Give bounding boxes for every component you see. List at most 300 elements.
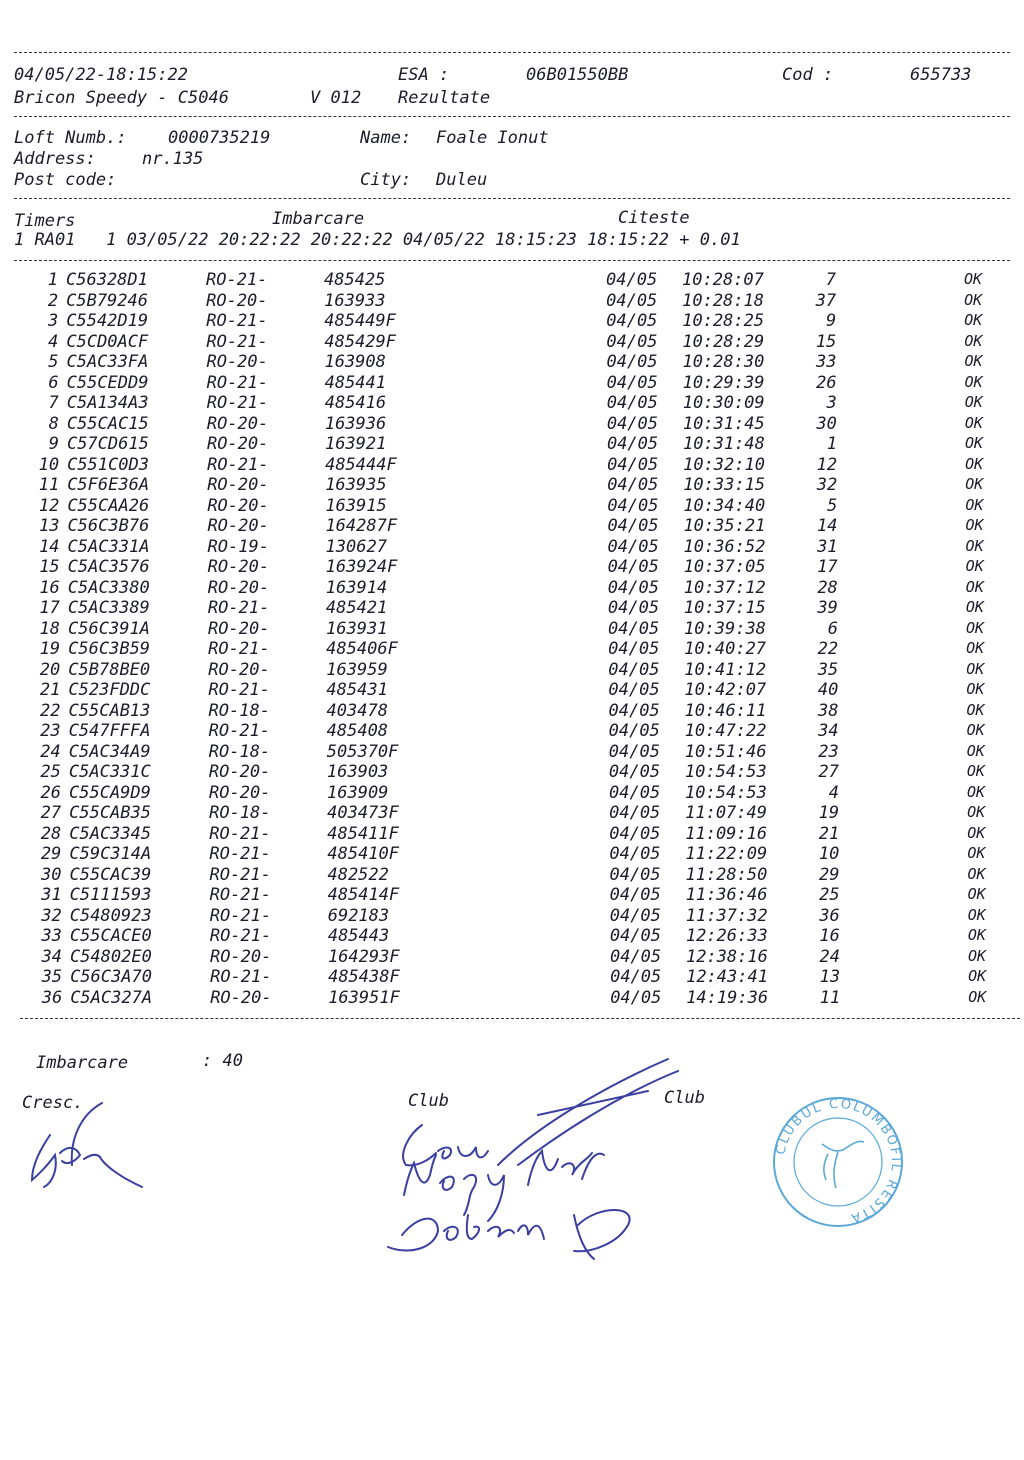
- chip-code: C5111593: [69, 885, 152, 905]
- ring-prefix: RO-20-: [206, 434, 269, 454]
- status: OK: [966, 639, 985, 657]
- status: OK: [967, 926, 986, 944]
- arrival-time: 11:36:46: [685, 885, 768, 905]
- row-number: 4: [48, 331, 59, 352]
- arrival-date: 04/05: [608, 741, 660, 762]
- ring-number: 485431: [326, 680, 388, 700]
- arrival-time: 10:31:45: [682, 413, 765, 434]
- position: 25: [819, 885, 840, 905]
- position: 38: [818, 700, 839, 721]
- arrival-date: 04/05: [606, 311, 658, 331]
- arrival-date: 04/05: [609, 782, 661, 803]
- position: 35: [817, 659, 839, 680]
- ring-prefix: RO-20-: [208, 618, 270, 639]
- postcode-label: Post code:: [14, 170, 117, 190]
- position: 33: [815, 352, 837, 372]
- position: 39: [817, 598, 838, 618]
- ring-prefix: RO-21-: [208, 680, 270, 700]
- position: 13: [819, 967, 841, 987]
- row-number: 27: [40, 803, 62, 823]
- chip-code: C5AC33FA: [66, 352, 149, 372]
- arrival-time: 10:37:12: [683, 577, 766, 598]
- row-number: 32: [41, 905, 62, 926]
- arrival-time: 14:19:36: [686, 987, 769, 1008]
- ring-prefix: RO-21-: [206, 331, 268, 352]
- arrival-time: 10:28:29: [682, 331, 765, 352]
- arrival-time: 11:07:49: [685, 803, 767, 823]
- ring-prefix: RO-20-: [209, 946, 272, 967]
- arrival-date: 04/05: [609, 926, 662, 946]
- position: 21: [818, 823, 840, 844]
- divider: [14, 116, 1010, 117]
- chip-code: C56C3A70: [70, 967, 152, 987]
- chip-code: C523FDDC: [68, 680, 151, 700]
- arrival-date: 04/05: [609, 946, 662, 967]
- ring-number: 163933: [324, 290, 386, 311]
- status: OK: [967, 844, 986, 862]
- ring-prefix: RO-20-: [206, 413, 269, 434]
- arrival-time: 10:31:48: [682, 434, 765, 454]
- ring-number: 485444F: [325, 454, 397, 475]
- arrival-date: 04/05: [608, 762, 661, 782]
- status: OK: [964, 372, 983, 391]
- ring-number: 485441: [324, 372, 387, 393]
- chip-code: C55CACE0: [69, 926, 152, 946]
- arrival-date: 04/05: [607, 536, 659, 557]
- arrival-date: 04/05: [609, 905, 661, 926]
- position: 14: [816, 516, 838, 536]
- ring-number: 163915: [325, 495, 387, 516]
- ring-prefix: RO-20-: [206, 352, 268, 372]
- arrival-date: 04/05: [607, 598, 660, 618]
- position: 7: [825, 270, 836, 290]
- table-row: [0, 332, 1024, 352]
- arrival-date: 04/05: [606, 331, 658, 352]
- divider: [14, 52, 1010, 53]
- address-value: nr.135: [142, 149, 204, 169]
- arrival-time: 10:28:07: [682, 270, 764, 290]
- row-number: 3: [47, 311, 59, 331]
- row-number: 36: [41, 987, 63, 1008]
- status: OK: [965, 536, 984, 555]
- esa-label: ESA :: [398, 65, 450, 85]
- row-number: 13: [38, 516, 60, 536]
- row-number: 26: [40, 782, 61, 803]
- ring-prefix: RO-20-: [207, 495, 269, 516]
- arrival-date: 04/05: [608, 659, 660, 680]
- position: 31: [817, 536, 838, 557]
- status: OK: [967, 864, 986, 883]
- table-row: [0, 639, 1024, 659]
- arrival-time: 10:39:38: [684, 618, 766, 639]
- table-row: [0, 762, 1024, 782]
- arrival-time: 10:41:12: [684, 659, 767, 680]
- ring-prefix: RO-21-: [209, 844, 271, 864]
- position: 11: [819, 987, 841, 1008]
- ring-number: 485438F: [328, 967, 400, 987]
- status: OK: [968, 967, 987, 985]
- arrival-time: 10:28:25: [682, 311, 765, 331]
- arrival-date: 04/05: [608, 639, 660, 659]
- table-row: [0, 824, 1024, 844]
- row-number: 10: [38, 454, 60, 475]
- ring-number: 163903: [326, 762, 389, 782]
- status: OK: [967, 885, 986, 903]
- arrival-time: 10:37:15: [683, 598, 766, 618]
- table-row: [0, 660, 1024, 680]
- arrival-date: 04/05: [606, 372, 658, 393]
- race-name: Bricon Speedy - C5046: [14, 88, 229, 108]
- arrival-time: 10:46:11: [684, 700, 767, 721]
- divider: [20, 1018, 1020, 1019]
- ring-number: 485408: [326, 721, 389, 741]
- ring-prefix: RO-21-: [209, 885, 272, 905]
- row-number: 25: [40, 762, 61, 782]
- ring-number: 164293F: [327, 946, 400, 967]
- ring-number: 130627: [325, 536, 387, 557]
- chip-code: C547FFFA: [68, 721, 151, 741]
- arrival-time: 12:26:33: [685, 926, 768, 946]
- position: 1: [826, 434, 837, 454]
- status: OK: [966, 700, 985, 719]
- report-type: Rezultate: [398, 88, 491, 108]
- table-row: [0, 598, 1024, 618]
- row-number: 1: [47, 270, 58, 290]
- arrival-date: 04/05: [608, 680, 660, 700]
- arrival-date: 04/05: [608, 700, 660, 721]
- cod-value: 655733: [910, 65, 972, 85]
- club-signatures: [378, 1055, 698, 1265]
- arrival-time: 10:33:15: [683, 475, 766, 495]
- row-number: 12: [38, 495, 60, 516]
- status: OK: [965, 557, 984, 575]
- row-number: 2: [47, 290, 59, 311]
- chip-code: C55CAC39: [69, 864, 152, 885]
- arrival-date: 04/05: [606, 434, 659, 454]
- status: OK: [967, 803, 986, 821]
- chip-code: C5CD0ACF: [66, 331, 149, 352]
- position: 27: [818, 762, 839, 782]
- chip-code: C5AC331A: [67, 536, 150, 557]
- chip-code: C55CEDD9: [66, 372, 149, 393]
- ring-prefix: RO-21-: [209, 905, 272, 926]
- arrival-date: 04/05: [606, 393, 658, 413]
- ring-prefix: RO-18-: [208, 741, 271, 762]
- ring-prefix: RO-21-: [209, 864, 271, 885]
- status: OK: [966, 659, 985, 678]
- status: OK: [967, 905, 986, 924]
- ring-number: 485425: [324, 270, 386, 290]
- chip-code: C5B79246: [66, 290, 148, 311]
- chip-code: C551C0D3: [67, 454, 149, 475]
- position: 5: [827, 495, 838, 516]
- row-number: 5: [48, 352, 59, 372]
- status: OK: [964, 270, 983, 288]
- ring-prefix: RO-19-: [207, 536, 269, 557]
- arrival-date: 04/05: [608, 721, 660, 741]
- position: 36: [819, 905, 840, 926]
- row-number: 14: [39, 536, 60, 557]
- loft-label: Loft Numb.:: [14, 128, 127, 148]
- ring-prefix: RO-20-: [207, 516, 269, 536]
- position: 29: [818, 864, 840, 885]
- chip-code: C5AC3389: [67, 598, 150, 618]
- chip-code: C56328D1: [66, 270, 148, 290]
- name-label: Name:: [360, 128, 412, 148]
- status: OK: [966, 762, 985, 780]
- arrival-date: 04/05: [606, 270, 658, 290]
- ring-prefix: RO-21-: [209, 823, 271, 844]
- position: 30: [816, 413, 837, 434]
- ring-number: 163951F: [328, 987, 400, 1008]
- ring-number: 163924F: [325, 557, 398, 577]
- arrival-date: 04/05: [609, 823, 661, 844]
- ring-number: 403473F: [327, 803, 399, 823]
- ring-number: 485449F: [324, 311, 396, 331]
- position: 34: [818, 721, 839, 741]
- ring-prefix: RO-18-: [209, 803, 271, 823]
- ring-prefix: RO-21-: [206, 393, 269, 413]
- arrival-date: 04/05: [609, 844, 661, 864]
- arrival-time: 10:30:09: [682, 393, 765, 413]
- chip-code: C56C391A: [68, 618, 150, 639]
- table-row: [0, 906, 1024, 926]
- table-row: [0, 352, 1024, 372]
- status: OK: [964, 311, 983, 329]
- ring-prefix: RO-20-: [207, 475, 269, 495]
- status: OK: [967, 946, 987, 965]
- ring-number: 505370F: [326, 741, 399, 762]
- chip-code: C56C3B76: [67, 516, 150, 536]
- ring-prefix: RO-20-: [206, 290, 268, 311]
- arrival-date: 04/05: [609, 864, 661, 885]
- arrival-date: 04/05: [607, 577, 659, 598]
- position: 9: [825, 311, 837, 331]
- ring-number: 403478: [326, 700, 388, 721]
- ring-prefix: RO-21-: [206, 270, 268, 290]
- city-value: Duleu: [436, 170, 488, 190]
- club-stamp: [768, 1092, 908, 1232]
- table-row: [0, 537, 1024, 557]
- ring-number: 485414F: [327, 885, 400, 905]
- ring-prefix: RO-21-: [207, 598, 270, 618]
- arrival-date: 04/05: [610, 967, 662, 987]
- ring-prefix: RO-21-: [208, 721, 271, 741]
- timer-line: 1 RA01 1 03/05/22 20:22:22 20:22:22 04/05/22 18:15:23 18:15:22 + 0.01: [14, 230, 741, 250]
- row-number: 34: [41, 946, 62, 967]
- arrival-time: 10:54:53: [684, 762, 767, 782]
- ring-number: 163914: [325, 577, 388, 598]
- arrival-time: 11:28:50: [685, 864, 768, 885]
- row-number: 24: [40, 741, 61, 762]
- imbarcare-total-label: Imbarcare: [36, 1053, 129, 1073]
- timers-label: Timers: [14, 211, 76, 231]
- arrival-date: 04/05: [607, 475, 659, 495]
- row-number: 9: [48, 434, 59, 454]
- arrival-time: 10:34:40: [683, 495, 766, 516]
- table-row: [0, 373, 1024, 393]
- position: 10: [818, 844, 840, 864]
- status: OK: [964, 352, 983, 370]
- row-number: 35: [41, 967, 63, 987]
- position: 23: [818, 741, 839, 762]
- row-number: 18: [39, 618, 61, 639]
- ring-prefix: RO-20-: [207, 577, 270, 598]
- ring-number: 485410F: [327, 844, 400, 864]
- status: OK: [965, 495, 984, 514]
- ring-number: 485429F: [324, 331, 397, 352]
- table-row: [0, 988, 1024, 1008]
- table-row: [0, 885, 1024, 905]
- arrival-time: 10:42:07: [684, 680, 767, 700]
- status: OK: [966, 741, 985, 760]
- status: OK: [965, 454, 984, 473]
- ring-number: 485421: [325, 598, 388, 618]
- arrival-time: 10:35:21: [683, 516, 766, 536]
- ring-number: 485411F: [327, 823, 399, 844]
- ring-number: 692183: [327, 905, 390, 926]
- table-row: [0, 291, 1024, 311]
- table-row: [0, 434, 1024, 454]
- position: 37: [815, 290, 837, 311]
- table-row: [0, 578, 1024, 598]
- ring-prefix: RO-20-: [209, 782, 271, 803]
- arrival-time: 11:09:16: [685, 823, 768, 844]
- arrival-date: 04/05: [607, 557, 659, 577]
- ring-prefix: RO-20-: [208, 762, 271, 782]
- arrival-date: 04/05: [607, 516, 659, 536]
- table-row: [0, 947, 1024, 967]
- ring-prefix: RO-21-: [206, 372, 269, 393]
- stamp-text: CLUBUL COLUMBOFIL RESITA: [773, 1096, 904, 1226]
- ring-number: 163936: [324, 413, 387, 434]
- table-row: [0, 496, 1024, 516]
- table-row: [0, 926, 1024, 946]
- arrival-time: 11:37:32: [685, 905, 768, 926]
- position: 6: [827, 618, 839, 639]
- table-row: [0, 311, 1024, 331]
- ring-number: 163921: [324, 434, 387, 454]
- position: 19: [818, 803, 840, 823]
- imbarcare-total-value: : 40: [202, 1051, 243, 1071]
- status: OK: [966, 721, 985, 739]
- ring-number: 485443: [327, 926, 390, 946]
- row-number: 6: [48, 372, 59, 393]
- row-number: 33: [41, 926, 62, 946]
- arrival-time: 10:29:39: [682, 372, 765, 393]
- table-row: [0, 967, 1024, 987]
- table-row: [0, 742, 1024, 762]
- status: OK: [968, 987, 987, 1006]
- table-row: [0, 393, 1024, 413]
- ring-prefix: RO-18-: [208, 700, 270, 721]
- table-row: [0, 619, 1024, 639]
- club-label-left: Club: [408, 1091, 449, 1111]
- status: OK: [967, 823, 986, 842]
- row-number: 30: [40, 864, 62, 885]
- row-number: 23: [40, 721, 61, 741]
- ring-prefix: RO-21-: [206, 311, 268, 331]
- table-row: [0, 557, 1024, 577]
- row-number: 7: [48, 393, 59, 413]
- arrival-time: 12:43:41: [686, 967, 768, 987]
- arrival-date: 04/05: [607, 454, 659, 475]
- chip-code: C5AC34A9: [68, 741, 151, 762]
- status: OK: [964, 331, 983, 350]
- chip-code: C5542D19: [66, 311, 149, 331]
- arrival-time: 10:51:46: [684, 741, 767, 762]
- table-row: [0, 783, 1024, 803]
- arrival-date: 04/05: [606, 352, 658, 372]
- arrival-time: 10:32:10: [683, 454, 765, 475]
- row-number: 21: [39, 680, 61, 700]
- ring-number: 485416: [324, 393, 387, 413]
- ring-number: 164287F: [325, 516, 398, 536]
- table-row: [0, 414, 1024, 434]
- ring-number: 163931: [326, 618, 388, 639]
- position: 17: [817, 557, 838, 577]
- status: OK: [965, 516, 984, 534]
- chip-code: C57CD615: [66, 434, 149, 454]
- position: 24: [819, 946, 840, 967]
- row-number: 28: [40, 823, 62, 844]
- arrival-date: 04/05: [606, 290, 658, 311]
- arrival-time: 10:37:05: [683, 557, 766, 577]
- position: 16: [819, 926, 840, 946]
- status: OK: [964, 393, 983, 411]
- chip-code: C54802E0: [69, 946, 152, 967]
- row-number: 31: [41, 885, 62, 905]
- row-number: 29: [40, 844, 62, 864]
- ring-prefix: RO-21-: [209, 926, 272, 946]
- status: OK: [964, 434, 984, 452]
- status: OK: [965, 598, 984, 616]
- ring-prefix: RO-20-: [210, 987, 272, 1008]
- table-row: [0, 516, 1024, 536]
- row-number: 15: [39, 557, 60, 577]
- status: OK: [964, 290, 983, 309]
- table-row: [0, 455, 1024, 475]
- table-row: [0, 844, 1024, 864]
- table-row: [0, 270, 1024, 290]
- ring-number: 163959: [326, 659, 388, 680]
- row-number: 8: [48, 413, 59, 434]
- loft-number: 0000735219: [168, 128, 271, 148]
- chip-code: C5AC3576: [67, 557, 150, 577]
- row-number: 11: [38, 475, 60, 495]
- ring-prefix: RO-20-: [207, 557, 270, 577]
- chip-code: C5F6E36A: [67, 475, 150, 495]
- city-label: City:: [360, 170, 412, 190]
- arrival-time: 12:38:16: [685, 946, 768, 967]
- arrival-time: 10:54:53: [685, 782, 767, 803]
- arrival-time: 10:28:30: [682, 352, 765, 372]
- row-number: 17: [39, 598, 60, 618]
- imbarcare-header: Imbarcare: [272, 209, 365, 229]
- table-row: [0, 680, 1024, 700]
- position: 12: [816, 454, 838, 475]
- arrival-time: 10:36:52: [683, 536, 766, 557]
- chip-code: C5AC327A: [70, 987, 153, 1008]
- divider: [14, 260, 1010, 261]
- ring-number: 163935: [325, 475, 387, 495]
- status: OK: [965, 475, 984, 493]
- table-row: [0, 475, 1024, 495]
- chip-code: C56C3B59: [68, 639, 151, 659]
- status: OK: [965, 577, 984, 596]
- status: OK: [966, 680, 985, 698]
- ring-number: 163908: [324, 352, 386, 372]
